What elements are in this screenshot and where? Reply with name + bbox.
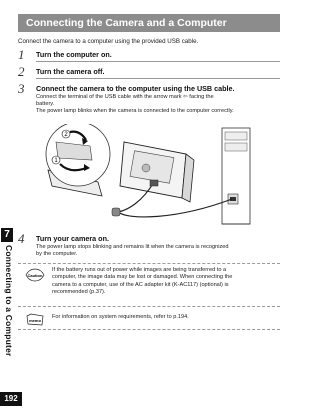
chapter-number-badge: 7 (1, 228, 13, 242)
intro-text: Connect the camera to a computer using the provided USB cable. (18, 38, 199, 45)
step-number: 4 (18, 231, 25, 246)
note-line: If the battery runs out of power while images are being transferred to a (52, 267, 227, 273)
step-4 (18, 231, 280, 263)
callout-2: 2 (64, 132, 68, 139)
caution-note (18, 266, 280, 302)
step-description (36, 244, 280, 258)
note-divider (18, 306, 280, 307)
divider (36, 78, 280, 79)
section-title: Connecting the Camera and a Computer (18, 14, 280, 32)
step-1 (18, 47, 280, 63)
desc-line: by the computer. (36, 251, 78, 258)
desc-line: battery. (36, 101, 55, 108)
step-number: 3 (18, 81, 25, 96)
step-title: Turn the computer on. (36, 50, 112, 59)
memo-note (18, 311, 280, 327)
caution-icon (24, 268, 46, 282)
page-number: 192 (0, 392, 22, 406)
divider (36, 61, 280, 62)
note-line: camera to a computer, use of the AC adapter kit (K-AC117) (optional) is (52, 281, 229, 288)
detail-callout (46, 124, 110, 186)
step-description (36, 94, 280, 116)
desc-line: The power lamp stops blinking and remains lit when the camera is recognized (36, 244, 229, 250)
step-title: Connect the camera to the computer using the USB cable. (36, 84, 235, 93)
memo-label: memo (29, 318, 41, 323)
usb-connection-illustration (36, 124, 254, 228)
note-line: recommended (p.37). (52, 288, 106, 295)
step-2 (18, 64, 280, 80)
step-number: 2 (18, 64, 25, 79)
memo-icon (24, 313, 46, 327)
note-divider (18, 329, 280, 330)
desc-line: The power lamp blinks when the camera is connected to the computer correctly. (36, 108, 234, 115)
step-number: 1 (18, 47, 25, 62)
chapter-title: Connecting to a Computer (4, 245, 14, 357)
caution-label: Caution (27, 273, 43, 278)
step-title: Turn your camera on. (36, 234, 109, 243)
note-line: For information on system requirements, refer to p.194. (52, 314, 189, 320)
callout-1: 1 (54, 158, 58, 165)
desc-line: Connect the terminal of the USB cable with the arrow mark ⇦ facing the (36, 94, 214, 100)
computer-tower-icon (222, 128, 250, 224)
camera-icon (120, 142, 194, 202)
note-divider (18, 263, 280, 264)
step-title: Turn the camera off. (36, 67, 105, 76)
step-3 (18, 81, 280, 121)
caution-text (52, 267, 278, 296)
chapter-side-tab (0, 0, 14, 413)
memo-text (52, 314, 278, 321)
note-line: computer, the image data may be lost or damaged. When connecting the (52, 274, 233, 281)
